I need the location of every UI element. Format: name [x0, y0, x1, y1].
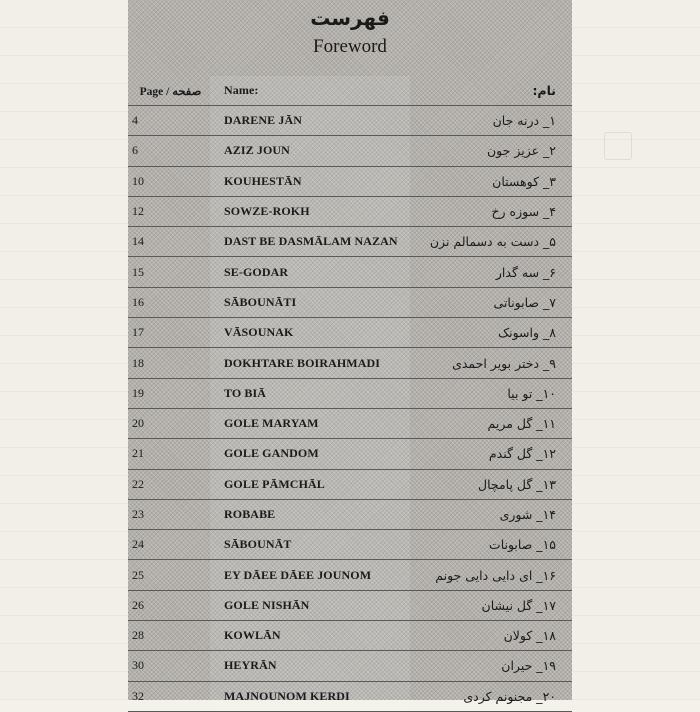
table-row: [128, 621, 572, 651]
adjacent-page-mark: [604, 132, 632, 160]
table-row: [128, 530, 572, 560]
row-song-name: DAST BE DASMĀLAM NAZAN: [210, 227, 410, 257]
row-page-number: 26: [128, 590, 210, 620]
table-row: [128, 287, 572, 317]
table-row: [128, 318, 572, 348]
table-row: [128, 136, 572, 166]
table-row: [128, 408, 572, 438]
row-song-name: MAJNOUNOM KERDI: [210, 681, 410, 711]
row-song-name-persian: ۱۹_ حیران: [410, 651, 572, 681]
row-song-name: KOUHESTĀN: [210, 166, 410, 196]
row-song-name-persian: ۱_ درنه جان: [410, 106, 572, 136]
adjacent-page-right: [572, 0, 700, 700]
table-row: [128, 499, 572, 529]
table-row: [128, 469, 572, 499]
table-row: [128, 196, 572, 226]
row-page-number: 22: [128, 469, 210, 499]
row-song-name: DOKHTARE BOIRAHMADI: [210, 348, 410, 378]
table-row: [128, 378, 572, 408]
row-page-number: 17: [128, 318, 210, 348]
table-row: [128, 257, 572, 287]
table-row: [128, 227, 572, 257]
row-song-name-persian: ۵_ دست به دسمالم نزن: [410, 227, 572, 257]
row-page-number: 32: [128, 681, 210, 711]
row-song-name-persian: ۱۱_ گل مریم: [410, 408, 572, 438]
row-page-number: 30: [128, 651, 210, 681]
row-song-name: GOLE GANDOM: [210, 439, 410, 469]
row-song-name: SE-GODAR: [210, 257, 410, 287]
row-song-name-persian: ۶_ سه گدار: [410, 257, 572, 287]
row-song-name-persian: ۳_ کوهستان: [410, 166, 572, 196]
row-song-name: SOWZE-ROKH: [210, 196, 410, 226]
table-row: [128, 439, 572, 469]
row-song-name: VĀSOUNAK: [210, 318, 410, 348]
header-page: Page / صفحه: [128, 76, 210, 106]
row-page-number: 28: [128, 621, 210, 651]
page-title-persian: فهرست: [310, 6, 390, 30]
row-page-number: 16: [128, 287, 210, 317]
row-page-number: 4: [128, 106, 210, 136]
row-song-name: EY DĀEE DĀEE JOUNOM: [210, 560, 410, 590]
row-page-number: 23: [128, 499, 210, 529]
row-song-name-persian: ۱۲_ گل گندم: [410, 439, 572, 469]
table-row: [128, 590, 572, 620]
table-row: [128, 651, 572, 681]
row-song-name: TO BIĀ: [210, 378, 410, 408]
row-song-name-persian: ۴_ سوزه رخ: [410, 196, 572, 226]
row-song-name-persian: ۱۷_ گل نیشان: [410, 590, 572, 620]
row-song-name: SĀBOUNĀT: [210, 530, 410, 560]
toc-page: [128, 0, 572, 704]
row-song-name-persian: ۱۵_ صابونات: [410, 530, 572, 560]
row-song-name: GOLE NISHĀN: [210, 590, 410, 620]
row-song-name-persian: ۷_ صابوناتی: [410, 287, 572, 317]
table-row: [128, 106, 572, 136]
row-song-name-persian: ۱۶_ ای دایی دایی جونم: [410, 560, 572, 590]
row-song-name: GOLE MARYAM: [210, 408, 410, 438]
row-page-number: 14: [128, 227, 210, 257]
row-song-name: GOLE PĀMCHĀL: [210, 469, 410, 499]
table-row: [128, 348, 572, 378]
row-page-number: 19: [128, 378, 210, 408]
adjacent-page-left: [0, 0, 128, 700]
contents-table: [128, 76, 572, 712]
row-page-number: 20: [128, 408, 210, 438]
row-page-number: 12: [128, 196, 210, 226]
row-song-name: AZIZ JOUN: [210, 136, 410, 166]
row-page-number: 15: [128, 257, 210, 287]
row-song-name-persian: ۱۳_ گل پامچال: [410, 469, 572, 499]
row-song-name-persian: ۲۰_ مجنونم کردی: [410, 681, 572, 711]
table-body: [128, 106, 572, 712]
row-song-name-persian: ۱۴_ شوری: [410, 499, 572, 529]
row-song-name-persian: ۱۸_ کولان: [410, 621, 572, 651]
row-song-name: KOWLĀN: [210, 621, 410, 651]
row-song-name-persian: ۱۰_ تو بیا: [410, 378, 572, 408]
row-song-name: HEYRĀN: [210, 651, 410, 681]
table-row: [128, 560, 572, 590]
table-header-row: [128, 76, 572, 106]
row-song-name: DARENE JĀN: [210, 106, 410, 136]
row-song-name-persian: ۸_ واسونک: [410, 318, 572, 348]
row-page-number: 24: [128, 530, 210, 560]
row-page-number: 18: [128, 348, 210, 378]
table-row: [128, 681, 572, 711]
row-song-name-persian: ۹_ دختر بویر احمدی: [410, 348, 572, 378]
row-song-name: ROBABE: [210, 499, 410, 529]
table-row: [128, 166, 572, 196]
row-page-number: 25: [128, 560, 210, 590]
row-song-name-persian: ۲_ عزیز جون: [410, 136, 572, 166]
row-song-name: SĀBOUNĀTI: [210, 287, 410, 317]
row-page-number: 10: [128, 166, 210, 196]
page-title-english: Foreword: [313, 36, 387, 57]
header-name-persian: نام:: [410, 76, 572, 106]
row-page-number: 21: [128, 439, 210, 469]
header-name: Name:: [210, 76, 410, 106]
row-page-number: 6: [128, 136, 210, 166]
